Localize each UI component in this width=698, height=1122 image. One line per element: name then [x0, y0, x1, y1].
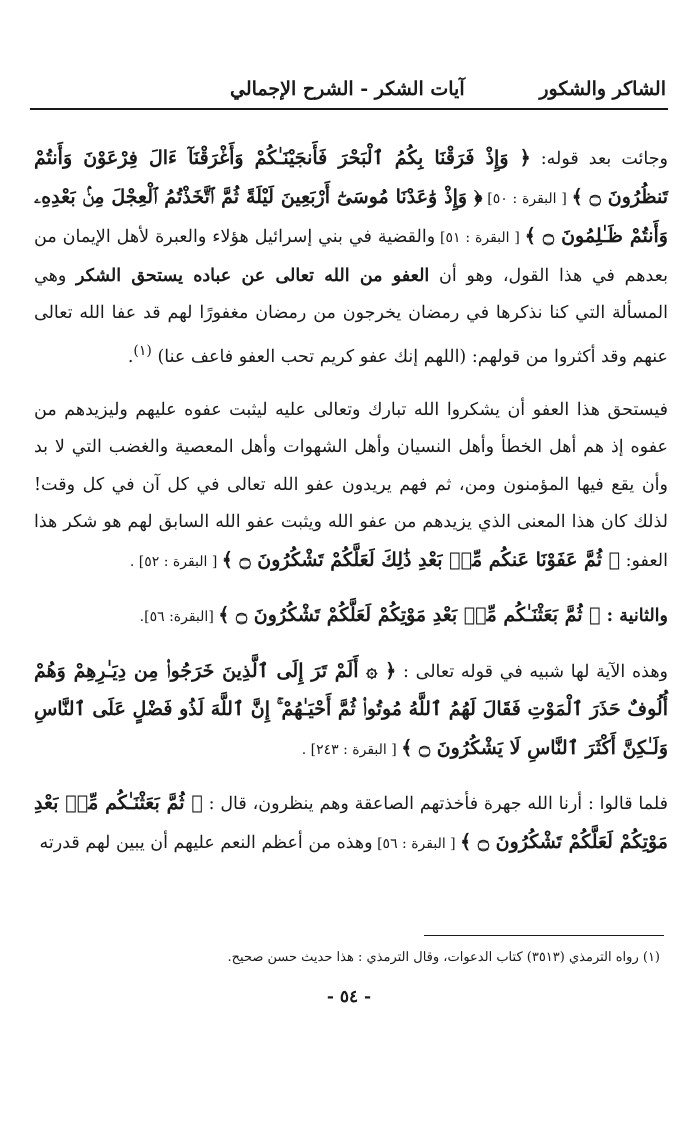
verse-reference: [ البقرة : ٥١] — [435, 230, 525, 246]
text: فلما قالوا : أرنا الله جهرة فأخذتهم الصاعقة وهم ينظرون، قال : — [202, 794, 668, 815]
header-book-title: الشاكر والشكور — [539, 78, 666, 100]
paragraph-3 — [34, 597, 668, 637]
text: وهذه من أعظم النعم عليهم أن يبين لهم قدرته — [39, 832, 373, 853]
section-label: والثانية : — [600, 606, 668, 627]
running-header — [30, 74, 668, 110]
footnote-divider — [424, 935, 664, 936]
text: وهي المسألة التي كنا نذكرها في رمضان يخرجون من رمضان مغفورًا لهم قد عفا الله تعالى عنهم وقد أكثروا من قولهم: (اللهم إنك عفو كريم تحب العفو فاعف عنا) — [34, 265, 668, 367]
verse-reference: [ البقرة : ٢٤٣] . — [301, 741, 402, 758]
verse-reference: [البقرة: ٥٦]. — [139, 609, 219, 626]
verse-reference: [ البقرة : ٥٠] — [482, 190, 572, 207]
text: وهذه الآية لها شبيه في قوله تعالى : — [396, 661, 669, 682]
verse-reference: [ البقرة : ٥٢] . — [129, 553, 222, 570]
text: . — [127, 346, 134, 367]
quran-verse: ﴿ ثُمَّ عَفَوْنَا عَنكُم مِّنۢ بَعْدِ ذَٰلِكَ لَعَلَّكُمْ تَشْكُرُونَ ۝ ﴾ — [221, 548, 620, 571]
quran-verse: ﴿ ۞ أَلَمْ تَرَ إِلَى ٱلَّذِينَ خَرَجُوا۟ مِن دِيَـٰرِهِمْ وَهُمْ أُلُوفٌ حَذَرَ ٱلْمَوْتِ فَقَالَ لَهُمُ ٱللَّهُ مُوتُوا۟ ثُمَّ أَحْيَـٰهُمْ ۚ إِنَّ ٱللَّهَ لَذُو فَضْلٍ عَلَى ٱلنَّاسِ وَلَـٰكِنَّ أَكْثَرَ ٱلنَّاسِ لَا يَشْكُرُونَ ۝ ﴾ — [34, 659, 668, 759]
text: والقضية في بني إسرائيل هؤلاء والعبرة لأهل الإيمان من بعدهم في هذا القول، وهو أن — [34, 227, 668, 286]
paragraph-1 — [34, 140, 668, 376]
text: فيستحق هذا العفو أن يشكروا الله تبارك وتعالى عليه ليثبت عفوه عليهم وليزيدهم من عفوه إذ هم أهل الخطأ وأهل النسيان وأهل الشهوات وأهل المعصية والغضب التي لا بد وأن يقع فيها المؤمنون ومن، ثم فهم يريدون عفو الله تعالى في كل آن في كل وقت! لذلك كان هذا المعنى الذي يزيدهم من عفو الله ويثبت عفو الله السابق لهم هو شكر هذا العفو: — [34, 399, 668, 571]
quran-verse: ﴿ ثُمَّ بَعَثْنَـٰكُم مِّنۢ بَعْدِ مَوْتِكُمْ لَعَلَّكُمْ تَشْكُرُونَ ۝ ﴾ — [218, 604, 601, 627]
emphasis-text: العفو من الله تعالى عن عباده يستحق الشكر — [75, 265, 430, 286]
page-body — [34, 140, 668, 863]
paragraph-5 — [34, 785, 668, 863]
verse-reference: [ البقرة : ٥٦] — [372, 835, 461, 852]
quran-verse: ﴿ ثُمَّ بَعَثْنَـٰكُم مِّنۢ بَعْدِ مَوْتِكُمْ لَعَلَّكُمْ تَشْكُرُونَ ۝ ﴾ — [34, 792, 668, 853]
footnote-marker: (١) — [133, 342, 152, 359]
paragraph-4 — [34, 653, 668, 770]
quran-verse: ﴿ وَإِذْ فَرَقْنَا بِكُمُ ٱلْبَحْرَ فَأَنجَيْنَـٰكُمْ وَأَغْرَقْنَآ ءَالَ فِرْعَوْنَ وَأَنتُمْ تَنظُرُونَ ۝ ﴾ — [34, 147, 668, 208]
footnote: (١) رواه الترمذي (٣٥١٣) كتاب الدعوات، وقال الترمذي : هذا حديث حسن صحيح. — [227, 950, 660, 965]
page-number: - ٥٤ - — [326, 987, 372, 1007]
paragraph-2 — [34, 392, 668, 582]
quran-verse: ﴿ وَإِذْ وَٰعَدْنَا مُوسَىٰٓ أَرْبَعِينَ لَيْلَةً ثُمَّ ٱتَّخَذْتُمُ ٱلْعِجْلَ مِنۢ بَعْدِهِۦ وَأَنتُمْ ظَـٰلِمُونَ ۝ ﴾ — [34, 185, 668, 247]
header-section-title: آيات الشكر - الشرح الإجمالي — [230, 78, 465, 100]
text: وجائت بعد قوله: — [530, 149, 668, 169]
